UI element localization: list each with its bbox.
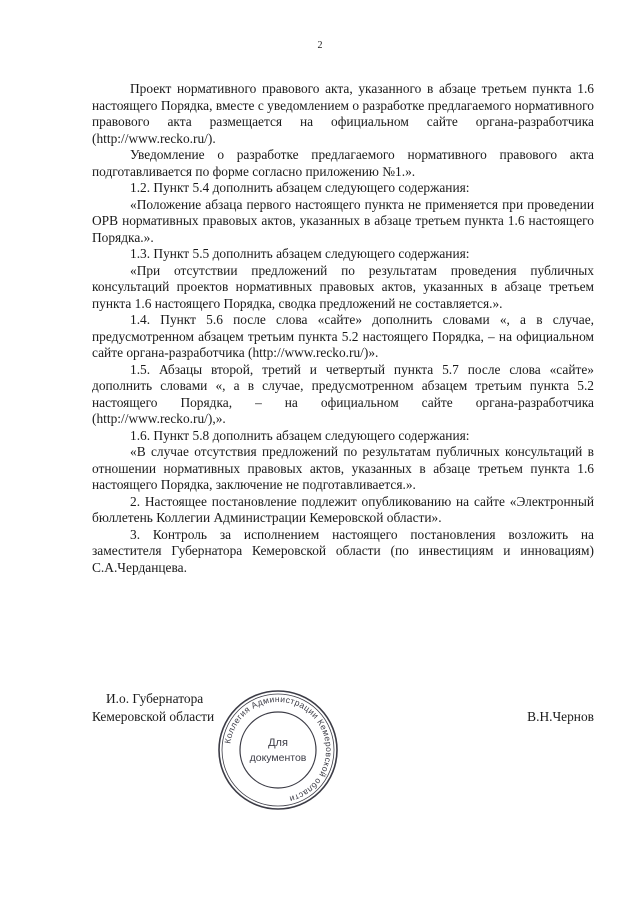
document-body — [92, 81, 594, 576]
signer-title: И.о. Губернатора — [106, 691, 204, 706]
stamp-center-line1: Для — [268, 737, 288, 749]
stamp-center-line2: документов — [249, 752, 307, 764]
stamp-ring-text: Коллегия Администрации Кемеровской области — [222, 693, 335, 805]
paragraph: 1.2. Пункт 5.4 дополнить абзацем следующего содержания: — [130, 180, 470, 195]
paragraph: 1.3. Пункт 5.5 дополнить абзацем следующего содержания: — [130, 246, 470, 261]
signer-region: Кемеровской области — [92, 709, 215, 724]
paragraph: 1.4. Пункт 5.6 после слова «сайте» дополнить словами «, а в случае, предусмотренном абзацем третьим пункта 5.2 настоящего Порядка, – на официальном сайте органа-разработчика (http://www.recko.ru/)». — [92, 312, 594, 360]
paragraph: 1.6. Пункт 5.8 дополнить абзацем следующего содержания: — [130, 427, 470, 443]
paragraph: «В случае отсутствия предложений по результатам публичных консультаций в отношении нормативных правовых актов, указанных в абзаце третьем пункта 1.6 настоящего Порядка, заключение не подготавливается.». — [92, 444, 594, 492]
paragraph: 2. Настоящее постановление подлежит опубликованию на сайте «Электронный бюллетень Коллегии Администрации Кемеровской области». — [92, 493, 594, 525]
paragraph: «Положение абзаца первого настоящего пункта не применяется при проведении ОРВ нормативных правовых актов, указанных в абзаце третьем пункта 1.6 настоящего Порядка.». — [92, 196, 594, 245]
paragraph: 3. Контроль за исполнением настоящего постановления возложить на заместителя Губернатора Кемеровской области (по инвестициям и инновациям) С.А.Черданцева. — [92, 526, 594, 575]
paragraph: Проект нормативного правового акта, указанного в абзаце третьем пункта 1.6 настоящего Порядка, вместе с уведомлением о разработке предлагаемого нормативного правового акта размещается на официальном сайте органа-разработчика (http://www.recko.ru/). — [92, 81, 594, 146]
paragraph: 1.5. Абзацы второй, третий и четвертый пункта 5.7 после слова «сайте» дополнить словами «, а в случае, предусмотренном абзацем третьим пункта 5.2 настоящего Порядка, – на официальном сайте органа-разработчика (http://www.recko.ru/),». — [92, 361, 594, 426]
official-stamp — [216, 688, 340, 812]
signer-name: В.Н.Чернов — [527, 709, 594, 724]
page-number: 2 — [317, 40, 323, 51]
paragraph: «При отсутствии предложений по результатам проведения публичных консультаций проектов нормативных правовых актов, указанных в абзаце третьем пункта 1.6 настоящего Порядка, сводка предложений не составляется.». — [92, 262, 594, 311]
paragraph: Уведомление о разработке предлагаемого нормативного правового акта подготавливается по форме согласно приложению №1.». — [92, 147, 594, 179]
